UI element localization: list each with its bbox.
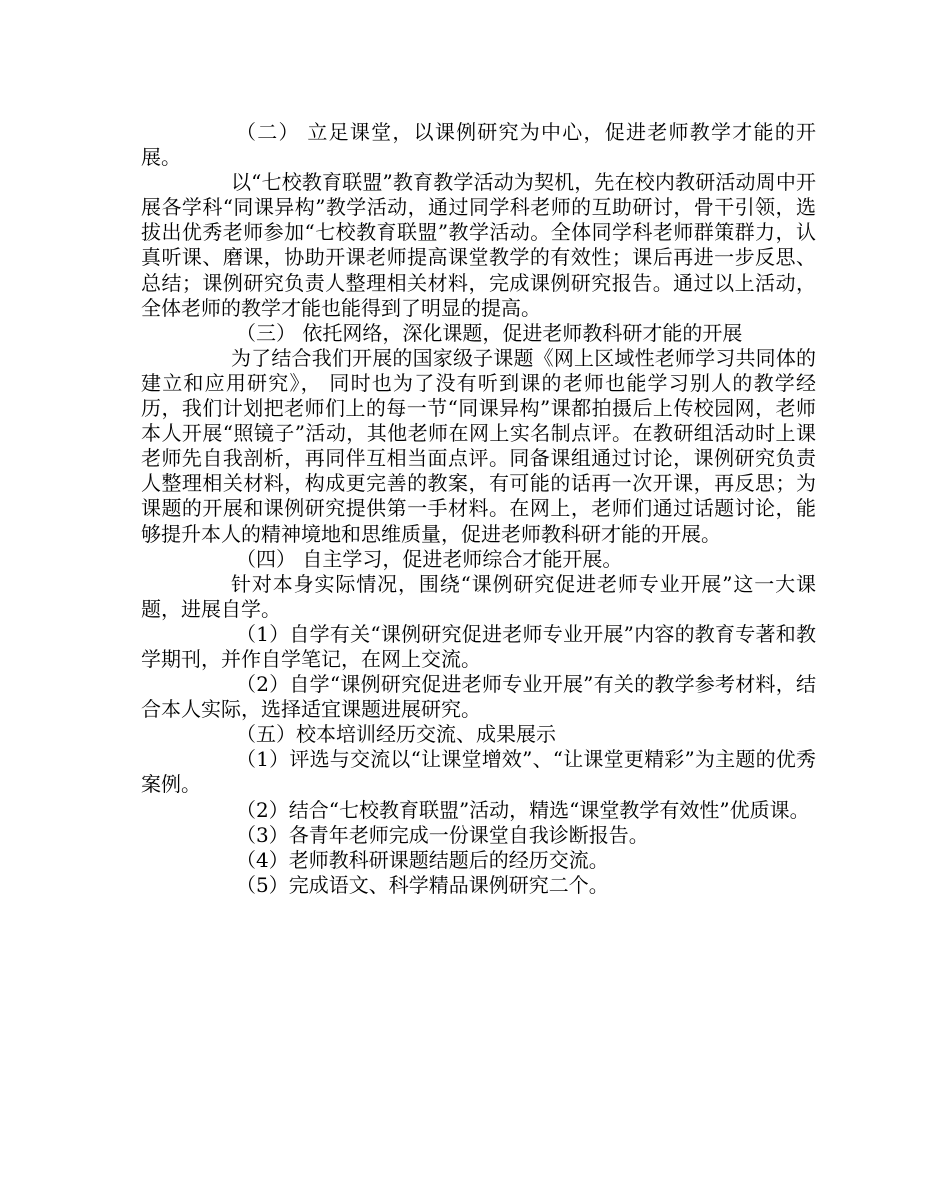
- section-heading-2: （二） 立足课堂，以课例研究为中心，促进老师教学才能的开展。: [141, 120, 816, 170]
- list-item: （4）老师教科研课题结题后的经历交流。: [236, 847, 609, 872]
- list-item: （2）结合“七校教育联盟”活动，精选“课堂教学有效性”优质课。: [236, 797, 810, 822]
- section-heading-4: （四） 自主学习，促进老师综合才能开展。: [236, 546, 623, 571]
- list-item: （1）自学有关“课例研究促进老师专业开展”内容的教育专著和教学期刊，并作自学笔记，在网上交流。: [141, 621, 816, 671]
- list-item: （2）自学“课例研究促进老师专业开展”有关的教学参考材料，结合本人实际，选择适宜课题进展研究。: [141, 672, 816, 722]
- body-paragraph: 以“七校教育联盟”教育教学活动为契机，先在校内教研活动周中开展各学科“同课异构”教学活动，通过同学科老师的互助研讨，骨干引领，选拔出优秀老师参加“七校教育联盟”教学活动。全体同学科老师群策群力，认真听课、磨课，协助开课老师提高课堂教学的有效性；课后再进一步反思、总结；课例研究负责人整理相关材料，完成课例研究报告。通过以上活动，全体老师的教学才能也能得到了明显的提高。: [141, 170, 816, 320]
- body-paragraph: 针对本身实际情况，围绕“课例研究促进老师专业开展”这一大课题，进展自学。: [141, 571, 816, 621]
- section-heading-5: （五）校本培训经历交流、成果展示: [236, 722, 556, 747]
- list-item: （3）各青年老师完成一份课堂自我诊断报告。: [236, 822, 649, 847]
- body-paragraph: 为了结合我们开展的国家级子课题《网上区域性老师学习共同体的建立和应用研究》， 同时也为了没有听到课的老师也能学习别人的教学经历，我们计划把老师们上的每一节“同课异构”课都拍摄后上传校园网，老师本人开展“照镜子”活动，其他老师在网上实名制点评。在教研组活动时上课老师先自我剖析，再同伴互相当面点评。同备课组通过讨论，课例研究负责人整理相关材料，构成更完善的教案，有可能的话再一次开课，再反思；为课题的开展和课例研究提供第一手材料。在网上，老师们通过话题讨论，能够提升本人的精神境地和思维质量，促进老师教科研才能的开展。: [141, 345, 816, 546]
- list-item: （1）评选与交流以“让课堂增效”、“让课堂更精彩”为主题的优秀案例。: [141, 747, 816, 797]
- section-heading-3: （三） 依托网络，深化课题，促进老师教科研才能的开展: [236, 320, 743, 345]
- list-item: （5）完成语文、科学精品课例研究二个。: [236, 872, 609, 897]
- document-body: [141, 120, 816, 898]
